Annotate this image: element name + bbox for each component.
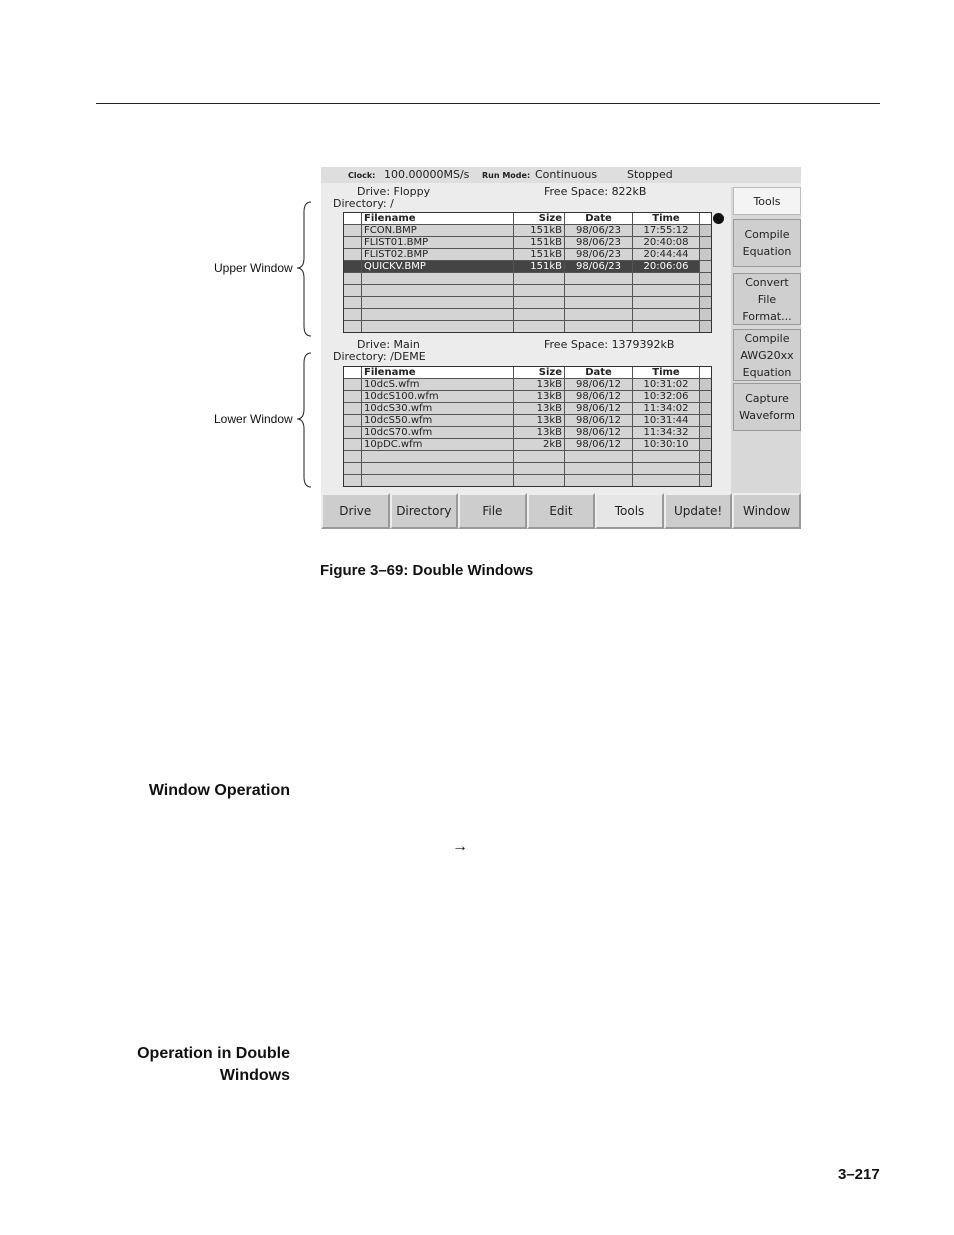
run-mode-label: Run Mode:: [482, 171, 531, 180]
row-marker-cell: [344, 403, 362, 414]
scrollbar-track[interactable]: [700, 309, 711, 320]
side-menu: [731, 187, 801, 493]
column-header-time[interactable]: Time: [633, 213, 700, 224]
header-blank-cell: [344, 213, 362, 224]
column-header-date[interactable]: Date: [565, 213, 633, 224]
table-row[interactable]: [344, 249, 711, 261]
table-row[interactable]: [344, 451, 711, 463]
cell-date: [565, 309, 633, 320]
cell-size: [514, 463, 565, 474]
scrollbar-track[interactable]: [700, 237, 711, 248]
scrollbar-track[interactable]: [700, 403, 711, 414]
cell-time: [633, 451, 700, 462]
upper-directory: Directory: /: [333, 197, 394, 210]
cell-size: 13kB: [514, 403, 565, 414]
cell-date: [565, 463, 633, 474]
cell-date: [565, 273, 633, 284]
cell-filename: [362, 475, 514, 486]
scrollbar-track[interactable]: [700, 379, 711, 390]
scrollbar-track[interactable]: [700, 297, 711, 308]
table-row[interactable]: [344, 321, 711, 332]
lower-drive: Drive: Main: [357, 338, 420, 351]
side-button-label: AWG20xx: [740, 348, 794, 362]
figure-caption: Figure 3–69: Double Windows: [320, 562, 534, 579]
column-header-time[interactable]: Time: [633, 367, 700, 378]
row-marker-cell: [344, 415, 362, 426]
side-button-label: Compile: [744, 331, 790, 345]
side-button-label: Compile: [744, 228, 790, 241]
cell-size: [514, 285, 565, 296]
side-button-label: Waveform: [739, 409, 795, 422]
cell-size: [514, 309, 565, 320]
cell-time: [633, 309, 700, 320]
row-marker-cell: [344, 463, 362, 474]
bottom-menu: [321, 493, 801, 529]
scrollbar-track[interactable]: [700, 415, 711, 426]
cell-time: 20:40:08: [633, 237, 700, 248]
upper-window-brace: [294, 200, 314, 340]
upper-free-space: Free Space: 822kB: [544, 185, 647, 198]
run-mode-value: Continuous: [535, 168, 598, 181]
compile-awg20xx-equation-button[interactable]: [733, 329, 801, 381]
clock-label: Clock:: [348, 171, 376, 180]
column-header-filename[interactable]: Filename: [362, 213, 514, 224]
row-marker-cell: [344, 297, 362, 308]
lower-free-space: Free Space: 1379392kB: [544, 338, 675, 351]
row-marker-cell: [344, 225, 362, 236]
cell-time: 11:34:02: [633, 403, 700, 414]
run-state: Stopped: [627, 168, 673, 181]
cell-size: 13kB: [514, 427, 565, 438]
cell-time: [633, 463, 700, 474]
cell-filename: [362, 285, 514, 296]
table-row[interactable]: [344, 237, 711, 249]
cell-date: 98/06/12: [565, 403, 633, 414]
table-row[interactable]: [344, 463, 711, 475]
cell-size: [514, 297, 565, 308]
row-marker-cell: [344, 321, 362, 332]
table-row[interactable]: [344, 285, 711, 297]
scrollbar-track[interactable]: [700, 225, 711, 236]
cell-date: [565, 475, 633, 486]
cell-time: 10:31:02: [633, 379, 700, 390]
cell-filename: [362, 309, 514, 320]
heading-double-windows-line1: Operation in Double: [137, 1045, 290, 1062]
bottom-button-edit[interactable]: Edit: [527, 493, 596, 529]
column-header-size[interactable]: Size: [514, 367, 565, 378]
table-row[interactable]: [344, 261, 711, 273]
cell-size: [514, 273, 565, 284]
cell-filename: [362, 463, 514, 474]
cell-time: [633, 475, 700, 486]
capture-waveform-button[interactable]: [733, 383, 801, 431]
row-marker-cell: [344, 439, 362, 450]
row-marker-cell: [344, 285, 362, 296]
scrollbar-track[interactable]: [700, 391, 711, 402]
cell-filename: FCON.BMP: [362, 225, 514, 236]
row-marker-cell: [344, 273, 362, 284]
table-row[interactable]: [344, 427, 711, 439]
header-blank-cell: [344, 367, 362, 378]
cell-size: 2kB: [514, 439, 565, 450]
upper-table-header: [344, 213, 711, 225]
cell-date: 98/06/23: [565, 237, 633, 248]
upper-window[interactable]: [321, 183, 729, 339]
cell-size: 151kB: [514, 225, 565, 236]
cell-filename: 10dcS50.wfm: [362, 415, 514, 426]
cell-date: [565, 451, 633, 462]
cell-filename: 10dcS100.wfm: [362, 391, 514, 402]
table-row[interactable]: [344, 475, 711, 486]
page-number: 3–217: [838, 1166, 880, 1183]
row-marker-cell: [344, 391, 362, 402]
cell-time: 17:55:12: [633, 225, 700, 236]
row-marker-cell: [344, 427, 362, 438]
heading-double-windows-line2: Windows: [219, 1067, 290, 1084]
lower-table-header: [344, 367, 711, 379]
scrollbar-track[interactable]: [700, 463, 711, 474]
row-marker-cell: [344, 249, 362, 260]
cell-date: 98/06/12: [565, 379, 633, 390]
scrollbar-track[interactable]: [700, 427, 711, 438]
table-row[interactable]: [344, 403, 711, 415]
cell-filename: QUICKV.BMP: [362, 261, 514, 272]
cell-size: 13kB: [514, 391, 565, 402]
header-rule: [96, 103, 880, 104]
scrollbar-track[interactable]: [700, 451, 711, 462]
row-marker-cell: [344, 475, 362, 486]
table-row[interactable]: [344, 439, 711, 451]
bottom-button-drive[interactable]: Drive: [321, 493, 390, 529]
scrollbar-track[interactable]: [700, 249, 711, 260]
lower-window[interactable]: [321, 337, 729, 493]
cell-filename: 10dcS70.wfm: [362, 427, 514, 438]
table-row[interactable]: [344, 391, 711, 403]
cell-filename: 10dcS.wfm: [362, 379, 514, 390]
instrument-screen: [321, 167, 801, 529]
lower-file-table[interactable]: [343, 366, 712, 487]
clock-value: 100.00000MS/s: [384, 168, 470, 181]
cell-date: 98/06/12: [565, 415, 633, 426]
cell-time: [633, 273, 700, 284]
scrollbar-header: [700, 213, 711, 224]
lower-window-label: Lower Window: [214, 412, 293, 426]
table-row[interactable]: [344, 297, 711, 309]
heading-window-operation: Window Operation: [148, 782, 290, 799]
scrollbar-track[interactable]: [700, 321, 711, 332]
cell-time: [633, 321, 700, 332]
cell-size: 151kB: [514, 261, 565, 272]
arrow-right-icon: →: [452, 838, 468, 855]
cell-filename: FLIST01.BMP: [362, 237, 514, 248]
side-button-label: Convert: [745, 275, 789, 289]
cell-size: 151kB: [514, 249, 565, 260]
column-header-filename[interactable]: Filename: [362, 367, 514, 378]
cell-date: [565, 297, 633, 308]
table-row[interactable]: [344, 309, 711, 321]
bottom-button-file[interactable]: File: [458, 493, 527, 529]
table-row[interactable]: [344, 225, 711, 237]
cell-filename: [362, 273, 514, 284]
lower-window-brace: [294, 351, 314, 491]
cell-date: 98/06/12: [565, 427, 633, 438]
upper-drive: Drive: Floppy: [357, 185, 431, 198]
side-button-label: Capture: [745, 392, 789, 405]
table-row[interactable]: [344, 415, 711, 427]
cell-size: [514, 451, 565, 462]
cell-date: 98/06/23: [565, 249, 633, 260]
side-button-label: Format...: [742, 309, 792, 323]
bottom-button-tools[interactable]: Tools: [595, 493, 664, 529]
side-button-label: Equation: [742, 365, 792, 379]
column-header-size[interactable]: Size: [514, 213, 565, 224]
active-window-indicator: [713, 213, 724, 224]
cell-date: 98/06/23: [565, 225, 633, 236]
cell-time: 10:31:44: [633, 415, 700, 426]
row-marker-cell: [344, 309, 362, 320]
cell-time: [633, 297, 700, 308]
scrollbar-track[interactable]: [700, 261, 711, 272]
column-header-date[interactable]: Date: [565, 367, 633, 378]
cell-filename: [362, 451, 514, 462]
cell-filename: 10pDC.wfm: [362, 439, 514, 450]
cell-date: 98/06/12: [565, 391, 633, 402]
side-button-label: Equation: [742, 245, 792, 258]
cell-date: 98/06/12: [565, 439, 633, 450]
upper-file-table[interactable]: [343, 212, 712, 333]
cell-time: 11:34:32: [633, 427, 700, 438]
table-row[interactable]: [344, 379, 711, 391]
bottom-button-window[interactable]: Window: [732, 493, 801, 529]
bottom-button-directory[interactable]: Directory: [390, 493, 459, 529]
cell-time: 10:32:06: [633, 391, 700, 402]
cell-size: 13kB: [514, 415, 565, 426]
cell-time: 20:44:44: [633, 249, 700, 260]
scrollbar-header: [700, 367, 711, 378]
side-button-label: File: [757, 292, 777, 306]
row-marker-cell: [344, 237, 362, 248]
cell-filename: [362, 297, 514, 308]
cell-size: [514, 475, 565, 486]
lower-directory: Directory: /DEME: [333, 350, 426, 363]
upper-window-label: Upper Window: [214, 261, 293, 275]
scrollbar-track[interactable]: [700, 273, 711, 284]
row-marker-cell: [344, 261, 362, 272]
scrollbar-track[interactable]: [700, 439, 711, 450]
cell-size: 13kB: [514, 379, 565, 390]
status-bar: [321, 167, 801, 183]
cell-filename: FLIST02.BMP: [362, 249, 514, 260]
row-marker-cell: [344, 451, 362, 462]
cell-filename: 10dcS30.wfm: [362, 403, 514, 414]
row-marker-cell: [344, 379, 362, 390]
scrollbar-track[interactable]: [700, 285, 711, 296]
bottom-button-update[interactable]: Update!: [664, 493, 733, 529]
cell-filename: [362, 321, 514, 332]
convert-file-format-button[interactable]: [733, 273, 801, 325]
table-row[interactable]: [344, 273, 711, 285]
cell-size: [514, 321, 565, 332]
side-menu-title: Tools: [733, 187, 801, 215]
cell-time: 10:30:10: [633, 439, 700, 450]
cell-time: [633, 285, 700, 296]
cell-date: [565, 321, 633, 332]
cell-date: [565, 285, 633, 296]
scrollbar-track[interactable]: [700, 475, 711, 486]
compile-equation-button[interactable]: [733, 219, 801, 267]
cell-time: 20:06:06: [633, 261, 700, 272]
cell-date: 98/06/23: [565, 261, 633, 272]
cell-size: 151kB: [514, 237, 565, 248]
